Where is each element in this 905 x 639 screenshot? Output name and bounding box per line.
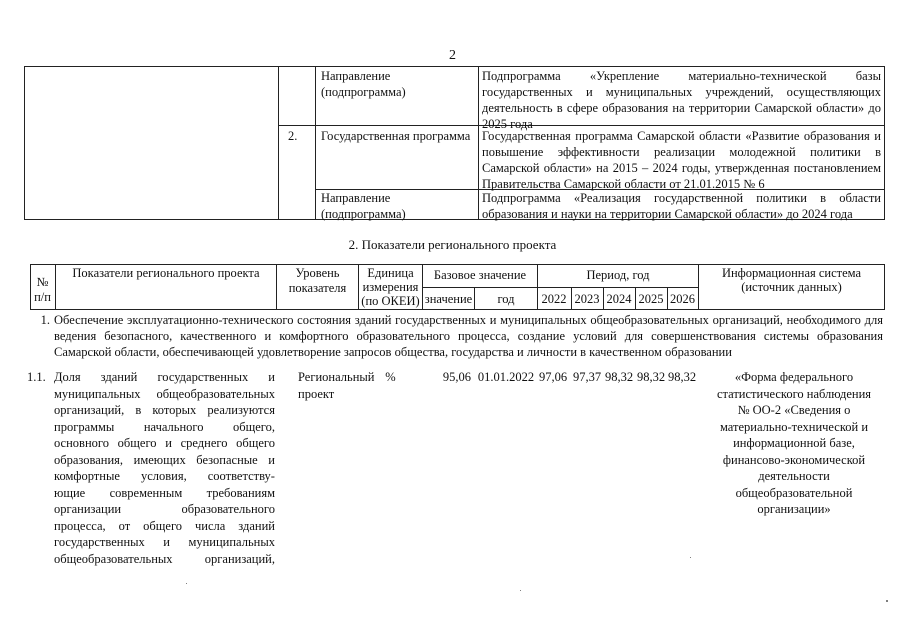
- info-line: информационной базе,: [733, 436, 855, 450]
- word: числа: [195, 518, 226, 533]
- word: и: [268, 370, 275, 384]
- word: зданий: [100, 370, 138, 384]
- top-table-divider: [315, 66, 316, 219]
- word: государственных: [54, 535, 145, 549]
- word: муниципальных: [188, 535, 275, 549]
- indicator-name-line: [54, 501, 275, 518]
- indicator-value-2023: 97,37: [572, 370, 602, 384]
- scan-speck: [886, 600, 888, 602]
- word: и: [163, 535, 170, 549]
- word: в: [135, 403, 142, 417]
- word: и: [165, 436, 172, 450]
- header-border: [884, 264, 885, 309]
- word: соответству-: [207, 469, 275, 483]
- header-base-year: год: [497, 292, 515, 306]
- scan-speck: [690, 557, 691, 558]
- header-level: Уровень показателя: [288, 266, 347, 295]
- indicator-base-year: 01.01.2022: [477, 370, 535, 384]
- header-unit: Единица измерения (по ОКЕИ): [361, 266, 420, 308]
- word: общего,: [233, 419, 275, 434]
- word: реализуются: [207, 403, 275, 417]
- word: безопасные: [196, 452, 258, 467]
- word: комфортные: [54, 469, 120, 483]
- scan-speck: [520, 590, 521, 591]
- info-line: № ОО-2 «Сведения о: [737, 403, 851, 417]
- word: основного: [54, 436, 109, 450]
- indicator-name-line: [54, 534, 275, 551]
- header-divider: [422, 287, 698, 288]
- info-line: деятельности: [758, 469, 830, 483]
- top-table-border: [884, 66, 885, 219]
- info-line: общеобразовательной: [735, 485, 853, 500]
- indicator-name-line: [54, 402, 275, 419]
- indicator-level: Региональный проект: [298, 370, 375, 401]
- word: имеющих: [133, 452, 186, 467]
- indicator-name-line: [54, 551, 275, 568]
- header-year: 2022: [541, 292, 567, 306]
- word: и: [268, 452, 275, 467]
- indicator-base-value: 95,06: [442, 370, 471, 384]
- word: условия,: [140, 469, 187, 483]
- word: начального: [143, 419, 204, 434]
- indicator-name-line: [54, 468, 275, 485]
- top-table-label: Государственная программа: [321, 129, 471, 143]
- top-table-value: Государственная программа Самарской области «Развитие образования и повышение эффективности реализации молодежной политики в Самарской области» на 2015 – 2024 годы, утвержденная постановлением Правительства Самарской области от 21.01.2015 № 6: [482, 129, 881, 191]
- header-year: 2026: [670, 292, 695, 306]
- indicator-name-line: [54, 518, 275, 535]
- indicator-name-line: [54, 386, 275, 403]
- goal-text: Обеспечение эксплуатационно-технического состояния зданий государственных и муниципальных общеобразовательных организаций, необходимого для ведения безопасного, качественного и комфортного образовательного процесса, создание условий для совершенствования системы образования Самарской области, обеспечивающей удовлетворение запросов общества, государства и личности в качественном образовании: [54, 313, 883, 359]
- indicator-value-2025: 98,32: [636, 370, 666, 384]
- word: Доля: [54, 370, 81, 384]
- info-line: финансово-экономической: [722, 452, 866, 467]
- top-table-label: Направление (подпрограмма): [321, 69, 406, 99]
- header-name: Показатели регионального проекта: [72, 266, 260, 280]
- indicator-unit: %: [385, 370, 396, 384]
- indicator-name: [54, 369, 275, 567]
- word: образования,: [54, 452, 124, 467]
- top-table-divider: [478, 66, 479, 219]
- scan-speck: [186, 583, 187, 584]
- top-table-value: Подпрограмма «Укрепление материально-технической базы государственных и муниципальных учреждений, осуществляющих деятельность в сфере образования на территории Самарской области» до 2025 года: [482, 69, 881, 131]
- indicator-name-line: [54, 435, 275, 452]
- section-title: 2. Показатели регионального проекта: [348, 237, 557, 252]
- info-line: материально-технической и: [719, 419, 869, 434]
- word: процесса,: [54, 518, 106, 533]
- goal-number: 1.: [40, 313, 50, 327]
- info-line: «Форма федерального: [734, 370, 854, 384]
- word: организаций,: [54, 403, 125, 417]
- header-period: Период, год: [586, 268, 650, 282]
- top-table-border: [24, 66, 25, 219]
- indicator-number: 1.1.: [27, 370, 46, 384]
- top-table-value: Подпрограмма «Реализация государственной политики в области образования и науки на территории Самарской области» до 2024 года: [482, 191, 881, 221]
- word: программы: [54, 419, 115, 434]
- word: государственных: [157, 370, 249, 384]
- header-base: Базовое значение: [433, 268, 527, 282]
- indicator-info-source: [706, 369, 882, 518]
- header-year: 2025: [638, 292, 664, 306]
- top-table-border: [24, 66, 885, 67]
- header-info: Информационная система (источник данных): [721, 266, 862, 294]
- indicator-name-line: [54, 419, 275, 436]
- word: зданий: [238, 518, 275, 533]
- header-base-value: значение: [424, 292, 473, 306]
- word: ющие: [54, 485, 86, 500]
- word: общеобразовательных: [54, 551, 173, 566]
- indicator-value-2022: 97,06: [538, 370, 568, 384]
- word: организации: [54, 502, 122, 516]
- indicator-name-line: [54, 452, 275, 469]
- word: общего: [143, 518, 183, 533]
- indicator-value-2026: 98,32: [667, 370, 697, 384]
- word: общего: [117, 436, 157, 450]
- header-num: № п/п: [34, 275, 51, 304]
- word: требованиям: [206, 485, 275, 500]
- word: общеобразовательных: [156, 386, 275, 401]
- indicator-value-2024: 98,32: [604, 370, 634, 384]
- word: которых: [152, 403, 197, 417]
- top-table-label: Направление (подпрограмма): [321, 191, 406, 221]
- info-line: статистического наблюдения: [716, 386, 872, 401]
- header-border: [30, 264, 885, 265]
- info-line: организации»: [757, 502, 831, 516]
- page-number: 2: [449, 48, 456, 63]
- top-table-divider: [278, 66, 279, 219]
- header-year: 2023: [574, 292, 600, 306]
- word: от: [118, 518, 131, 533]
- indicator-name-line: [54, 369, 275, 386]
- indicator-name-line: [54, 485, 275, 502]
- word: муниципальных: [54, 386, 141, 401]
- word: современным: [109, 485, 183, 500]
- header-border: [30, 309, 885, 310]
- word: среднего: [180, 436, 228, 450]
- word: организаций,: [204, 551, 275, 566]
- top-table-row-number: 2.: [288, 129, 298, 143]
- word: общего: [236, 436, 275, 450]
- word: образовательного: [181, 502, 275, 516]
- header-year: 2024: [606, 292, 632, 306]
